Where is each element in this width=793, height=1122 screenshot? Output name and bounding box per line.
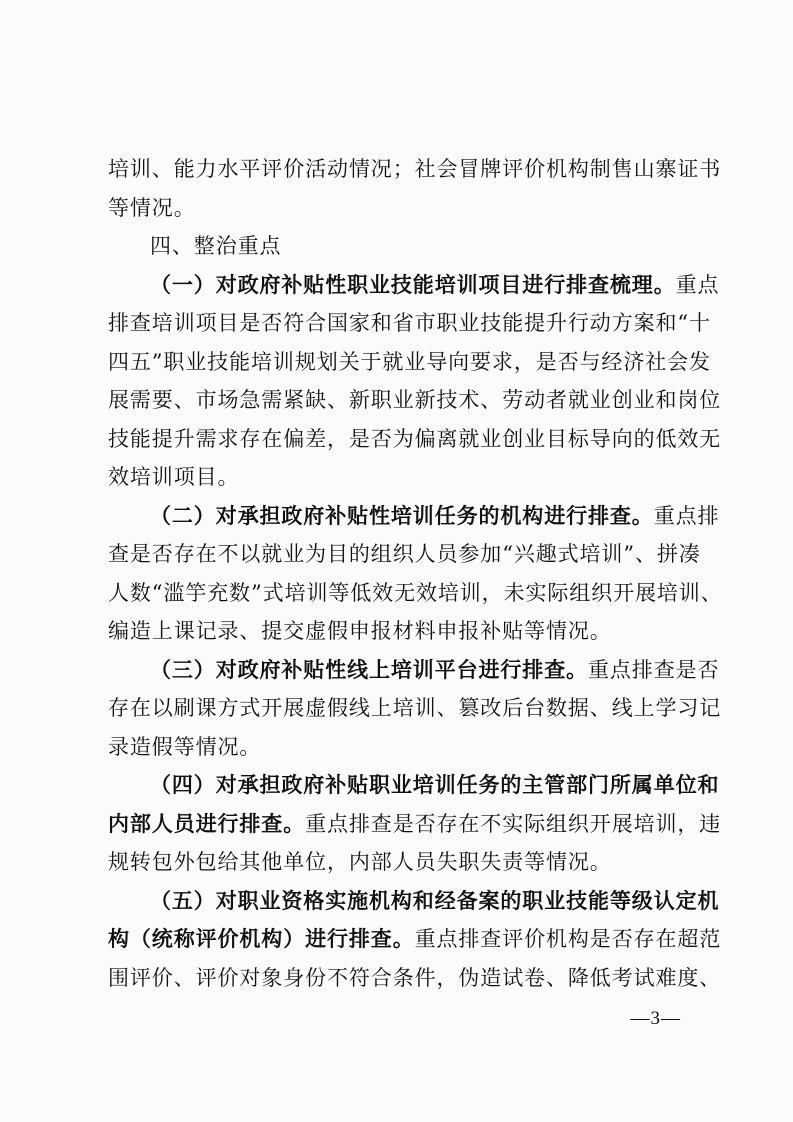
text-line: 等情况。 (108, 195, 196, 220)
text-line: 技能提升需求存在偏差，是否为偏离就业创业目标导向的低效无 (108, 426, 722, 451)
text-line: 效培训项目。 (108, 465, 240, 489)
text-line: 围评价、评价对象身份不符合条件，伪造试卷、降低考试难度、 (108, 965, 722, 990)
text-line: 存在以刷课方式开展虚假线上培训、篡改后台数据、线上学习记 (108, 696, 722, 720)
item-heading: （二）对承担政府补贴性培训任务的机构进行排查。 (150, 502, 654, 528)
item-heading: （三）对政府补贴性线上培训平台进行排查。 (150, 656, 588, 682)
text-line: 规转包外包给其他单位，内部人员失职失责等情况。 (108, 850, 612, 874)
text-line: 重点排 (653, 503, 720, 528)
text-line: 重点排查是否 (588, 657, 720, 682)
paragraph-item-5 (108, 882, 722, 998)
item-heading: （一）对政府补贴性职业技能培训项目进行排查梳理。 (150, 271, 676, 297)
text-line: 重点 (675, 272, 720, 297)
text-line: 重点排查是否存在不实际组织开展培训，违 (305, 811, 722, 836)
paragraph-continuation (108, 150, 722, 227)
text-line: 排查培训项目是否符合国家和省市职业技能提升行动方案和“十 (108, 311, 711, 335)
paragraph-item-2 (108, 497, 723, 651)
item-heading: （四）对承担政府补贴职业培训任务的主管部门所属单位和 (150, 772, 720, 797)
page-number: —3— (630, 1008, 681, 1029)
section-heading (108, 227, 693, 266)
text-line: 查是否存在不以就业为目的组织人员参加“兴趣式培训”、拼凑 (108, 542, 701, 566)
paragraph-item-1 (108, 266, 722, 497)
text-line: 展需要、市场急需紧缺、新职业新技术、劳动者就业创业和岗位 (108, 388, 722, 412)
text-line: 人数“滥竽充数”式培训等低效无效培训，未实际组织开展培训、 (108, 580, 723, 605)
section-heading-text: 四、整治重点 (150, 234, 282, 258)
document-body (108, 150, 723, 997)
paragraph-item-4 (108, 766, 722, 882)
item-heading: 内部人员进行排查。 (108, 810, 306, 836)
text-line: 四五”职业技能培训规划关于就业导向要求，是否与经济社会发 (108, 349, 711, 374)
text-line: 编造上课记录、提交虚假申报材料申报补贴等情况。 (108, 619, 612, 643)
text-line: 重点排查评价机构是否存在超范 (414, 927, 722, 951)
text-line: 录造假等情况。 (108, 734, 262, 759)
item-heading: 构（统称评价机构）进行排查。 (108, 926, 415, 951)
text-line: 培训、能力水平评价活动情况；社会冒牌评价机构制售山寨证书 (108, 157, 722, 181)
item-heading: （五）对职业资格实施机构和经备案的职业技能等级认定机 (150, 887, 720, 913)
paragraph-item-3 (108, 651, 722, 767)
